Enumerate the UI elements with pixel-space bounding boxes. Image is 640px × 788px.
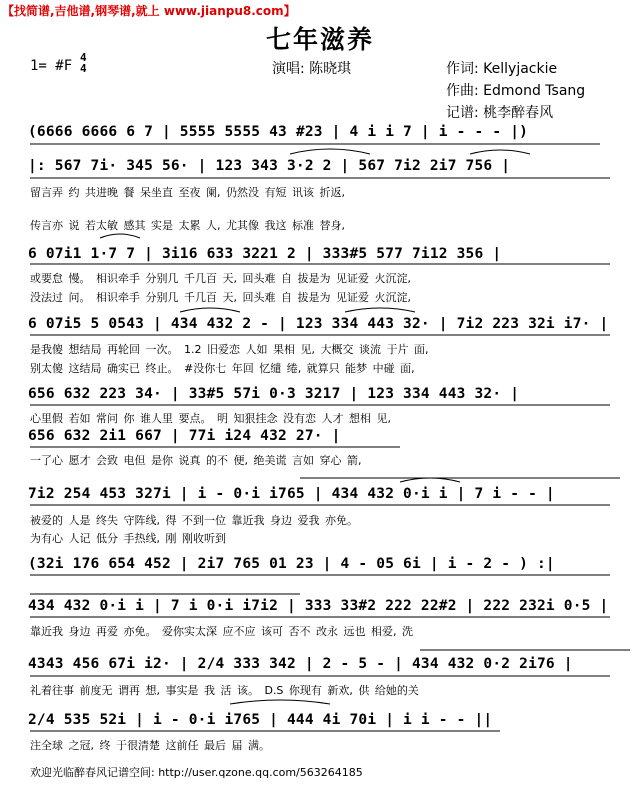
composer-credit: 作曲: Edmond Tsang [446,83,586,99]
slur-mark [180,308,240,312]
lyric-line: 注全球 之冠, 终 于很清楚 这前任 最后 届 满。 [30,739,270,752]
score-system-4: 656 632 223 34· | 33#5 57i 0·3 3217 | 123 334 443 32· | [28,386,520,402]
lyricist-credit: 作词: Kellyjackie [446,61,558,77]
score-system-1: |: 567 7i· 345 56· | 123 343 3·2 2 | 567 7i2 2i7 756 | [28,158,511,174]
score-system-5: 656 632 2i1 667 | 77i i24 432 27· | [28,428,341,444]
lyric-line: 没法过 问。 相识牵手 分别几 千几百 天, 回头难 自 拔是为 见证爱 火沉淀, [30,291,411,304]
time-signature-bottom: 4 [80,62,87,75]
lyric-line: 留言弄 约 共进晚 餐 呆坐直 至夜 阑, 仍然没 有短 讯该 折返, [30,186,345,199]
score-system-interlude: (32i 176 654 452 | 2i7 765 01 23 | 4 - 05 6i | i - 2 - ) :| [28,556,555,572]
score-system-intro: (6666 6666 6 7 | 5555 5555 43 #23 | 4 i i 7 | i - - - |) [28,124,529,140]
lyric-line: 心里假 若如 常问 你 谁人里 要点。 明 知狠挂念 没有恋 人才 想相 见, [30,412,391,425]
score-system-6: 7i2 254 453 327i | i - 0·i i765 | 434 432 0·i i | 7 i - - | [28,486,555,502]
slur-mark [290,149,370,154]
slur-mark [400,478,460,482]
transcriber-credit: 记谱: 桃李醉春风 [446,105,554,121]
song-title: 七年滋养 [265,25,374,54]
slur-mark [230,700,330,704]
singer-credit: 演唱: 陈晓琪 [272,61,352,77]
lyric-line: 礼着往事 前度无 谓再 想, 事实是 我 活 该。 D.S 你现有 新欢, 供 给她的关 [30,684,419,697]
score-system-2: 6 07i1 1·7 7 | 3i16 633 3221 2 | 333#5 577 7i12 356 | [28,246,502,262]
score-system-10: 2/4 535 52i | i - 0·i i765 | 444 4i 70i | i i - - || [28,712,493,728]
key-signature: 1= #F [30,58,73,74]
lyric-line: 被爱的 人是 终失 守阵线, 得 不到一位 靠近我 身边 爱我 亦免。 [30,514,358,527]
footer-link[interactable]: 欢迎光临醉春风记谱空间: http://user.qzone.qq.com/563264185 [30,766,363,779]
lyric-line: 一了心 愿才 会致 电但 是你 说真 的不 便, 绝美谎 言如 穿心 箭, [30,454,362,467]
site-banner[interactable]: 【找简谱,吉他谱,钢琴谱,就上 www.jianpu8.com】 [2,4,296,18]
lyric-line: 别太傻 这结局 确实已 终止。 #没你七 年回 忆缱 绻, 就算只 能梦 中碰 面, [30,362,415,375]
lyric-line: 传言亦 说 若太敏 感其 实是 太累 人, 尤其像 我这 标准 替身, [30,219,345,232]
score-system-8: 434 432 0·i i | 7 i 0·i i7i2 | 333 33#2 222 22#2 | 222 232i 0·5 | [28,598,609,614]
lyric-line: 或要怠 慢。 相识牵手 分别几 千几百 天, 回头难 自 拔是为 见证爱 火沉淀, [30,272,411,285]
score-system-3: 6 07i5 5 0543 | 434 432 2 - | 123 334 443 32· | 7i2 223 32i i7· | [28,316,609,332]
score-system-9: 4343 456 67i i2· | 2/4 333 342 | 2 - 5 - | 434 432 0·2 2i76 | [28,656,573,672]
lyric-line: 为有心 人记 低分 手热线, 刚 刚收听到 [30,532,226,545]
slur-mark [470,150,530,154]
lyric-line: 靠近我 身边 再爱 亦免。 爱你实太深 应不应 该可 否不 改永 远也 相爱, 洗 [30,625,413,638]
time-signature-top: 4 [80,51,87,64]
slur-mark [345,308,415,312]
lyric-line: 是我傻 想结局 再轮回 一次。 1.2 旧爱恋 人如 果相 见, 大概交 谈流 于片 面, [30,343,429,356]
slur-mark [100,234,140,238]
